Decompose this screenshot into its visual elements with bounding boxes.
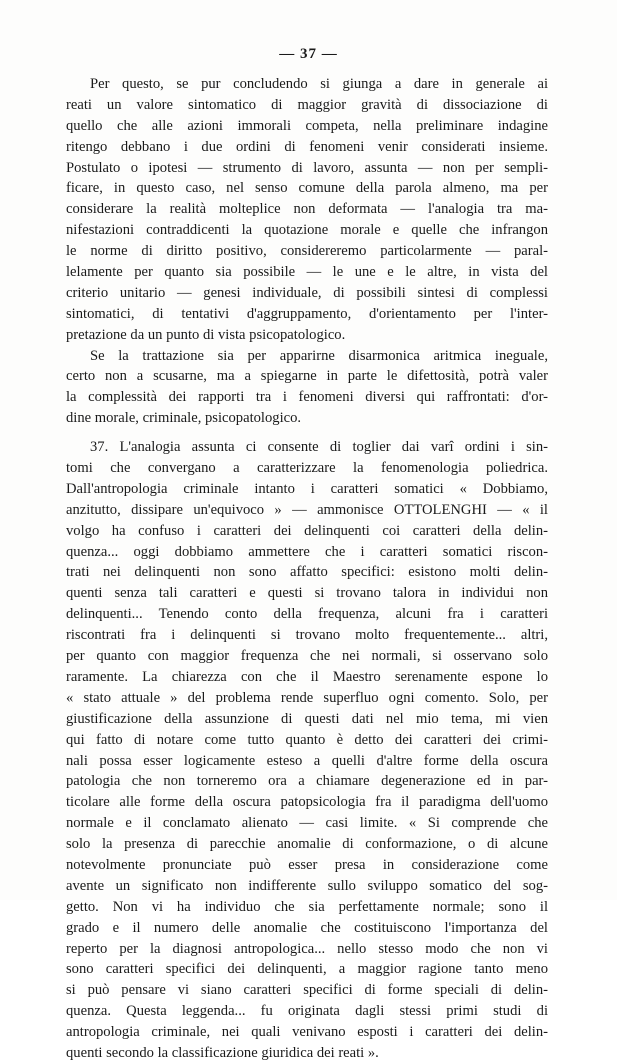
text-line: anzitutto, dissipare un'equivoco » — ammonisce OTTOLENGHI — « il (66, 501, 548, 518)
text-line: quenza. Questa leggenda... fu originata dagli stessi primi studi di (66, 1003, 548, 1020)
text-line: normale e il conclamato alienato — casi limite. « Si comprende che (66, 815, 548, 832)
text-line: dine morale, criminale, psicopatologico. (66, 410, 302, 427)
text-line: Per questo, se pur concludendo si giunga a dare in generale ai (90, 76, 548, 92)
text-line: nifestazioni contraddicenti la quotazione morale e quelle che infrangon (66, 222, 548, 239)
text-line: nali possa esser logicamente esteso a quelli d'altre forme della oscura (66, 752, 548, 769)
paragraph-spacer (66, 429, 548, 437)
text-line: Postulato o ipotesi — strumento di lavoro, assunta — non per sempli- (66, 159, 548, 176)
text-line: le norme di diritto positivo, considereremo particolarmente — paral- (66, 243, 548, 260)
text-line: antropologia criminale, nei quali venivano esposti i caratteri dei delin- (66, 1024, 548, 1041)
text-line: reati un valore sintomatico di maggior gravità di dissociazione di (66, 96, 548, 113)
text-line: « stato attuale » del problema rende superfluo ogni comento. Solo, per (66, 689, 548, 706)
text-line: quenza... oggi dobbiamo ammettere che i caratteri somatici riscon- (66, 543, 548, 560)
text-line: giustificazione della assunzione di questi dati nel mio tema, mi vien (66, 710, 548, 727)
text-line: raramente. La chiarezza con che il Maestro serenamente espone lo (66, 668, 548, 685)
text-line: sintomatici, di tentativi d'aggruppamento, d'orientamento per l'inter- (66, 305, 548, 322)
text-line: tomi che convergano a caratterizzare la fenomenologia poliedrica. (66, 460, 548, 477)
text-line: certo non a scusarne, ma a spiegarne in parte le difettosità, potrà valer (66, 368, 548, 385)
text-line: si può pensare vi siano caratteri specifici di forme speciali di delin- (66, 982, 548, 999)
text-line: notevolmente pronunciate può esser presa in considerazione come (66, 856, 548, 873)
body-text (66, 74, 548, 1064)
text-line: reperto per la diagnosi antropologica... nello stesso modo che non vi (66, 940, 548, 957)
text-line: lelamente per quanto sia possibile — le une e le altre, in vista del (66, 264, 548, 281)
text-line: ticolare alle forme della oscura patopsicologia fra il paradigma dell'uomo (66, 794, 548, 811)
text-line: ficare, in questo caso, nel senso comune della parola almeno, ma per (66, 180, 548, 197)
text-line: trati nei delinquenti non sono affatto specifici: esistono molti delin- (66, 564, 548, 581)
text-line: considerare la realità molteplice non deformata — l'analogia tra ma- (66, 201, 548, 218)
text-line: quenti senza tali caratteri e questi si trovano talora in individui non (66, 585, 548, 602)
text-line: 37. L'analogia assunta ci consente di toglier dai varî ordini i sin- (90, 439, 548, 456)
paragraph (66, 437, 548, 1064)
page-number: — 37 — (279, 46, 338, 62)
text-line: criterio unitario — genesi individuale, di possibili sintesi di complessi (66, 284, 548, 301)
paragraph (66, 74, 548, 346)
text-line: grado e il numero delle anomalie che costituiscono l'importanza del (66, 919, 548, 936)
text-line: avente un significato non indifferente sullo sviluppo somatico del sog- (66, 877, 548, 894)
text-line: solo la presenza di parecchie anomalie di conformazione, o di alcune (66, 836, 548, 853)
text-line: volgo ha confuso i caratteri dei delinquenti coi caratteri della delin- (66, 522, 548, 539)
text-line: riscontrati fra i delinquenti si trovano molto frequentemente... altri, (66, 627, 548, 644)
text-line: pretazione da un punto di vista psicopatologico. (66, 326, 346, 343)
text-line: delinquenti... Tenendo conto della frequenza, alcuni fra i caratteri (66, 606, 548, 623)
text-line: quenti secondo la classificazione giuridica dei reati ». (66, 1044, 379, 1061)
text-line: Dall'antropologia criminale intanto i caratteri somatici « Dobbiamo, (66, 480, 548, 497)
text-line: Se la trattazione sia per apparirne disarmonica aritmica ineguale, (90, 347, 548, 364)
text-line: per quanto con maggior frequenza che nei normali, si osservano solo (66, 648, 548, 665)
text-line: getto. Non vi ha individuo che sia perfettamente normale; sono il (66, 898, 548, 915)
text-line: sono caratteri specifici dei delinquenti, a maggior ragione tanto meno (66, 961, 548, 978)
text-line: patologia che non torneremo ora a chiamare degenerazione ed in par- (66, 773, 548, 790)
text-line: quello che alle azioni immorali competa, nella preliminare indagine (66, 117, 548, 134)
text-line: qui fatto di notare come tutto quanto è detto dei caratteri dei crimi- (66, 731, 548, 748)
text-line: ritengo debbano i due ordini di fenomeni venir considerati insieme. (66, 138, 548, 155)
paragraph (66, 346, 548, 430)
text-line: la complessità dei rapporti tra i fenomeni diversi qui raffrontati: d'or- (66, 389, 548, 406)
